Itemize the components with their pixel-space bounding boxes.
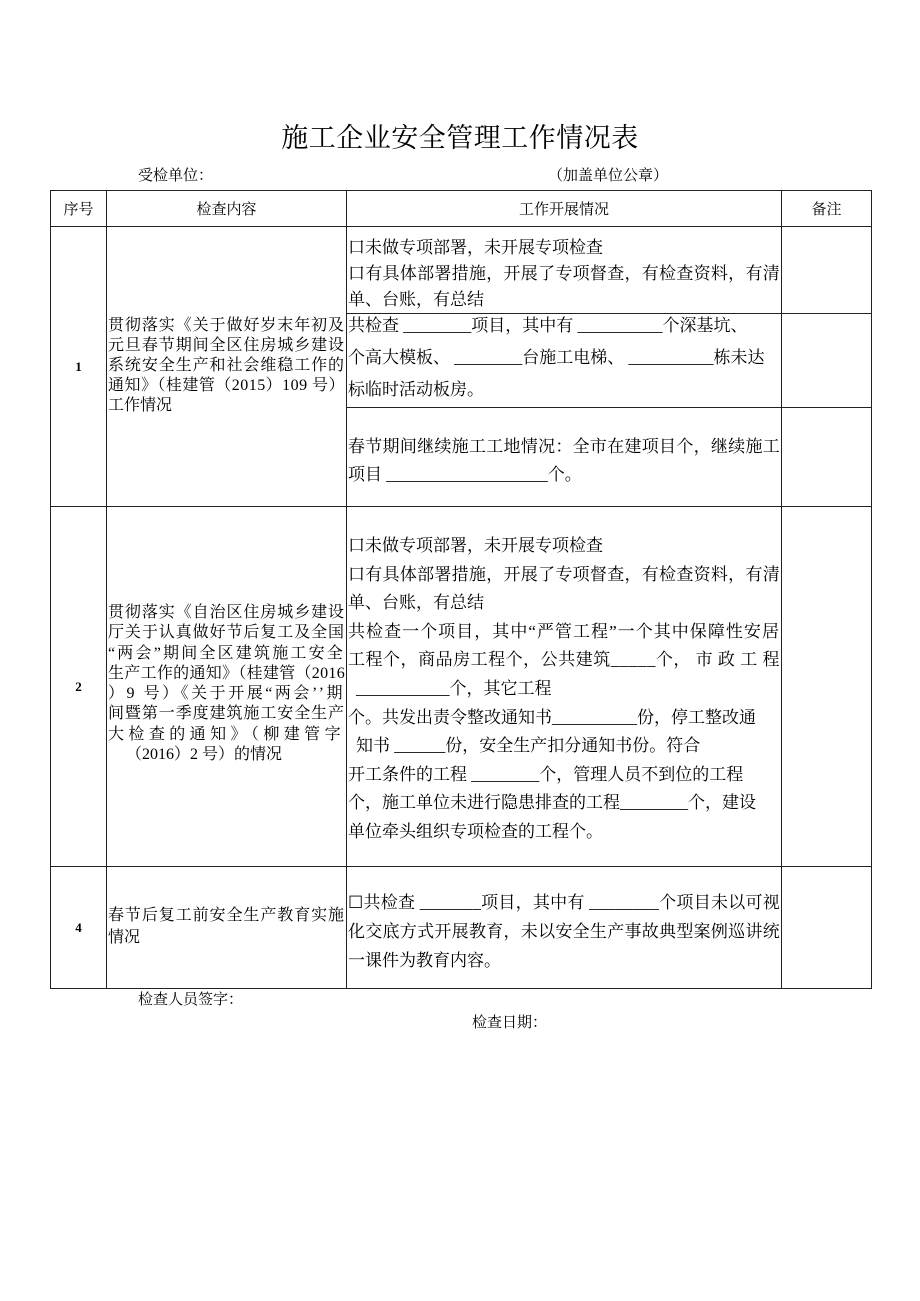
status-line: 项目 ___________________个。: [348, 465, 582, 484]
row-serial-no: 2: [75, 678, 82, 694]
header-inspection-content-cell: [106, 190, 347, 227]
content-line: 情况: [108, 929, 141, 946]
header-serial-no-label: 序号: [63, 202, 94, 218]
content-line: 生产工作的通知》（桂建管（2016: [108, 664, 345, 682]
row-4-remarks-cell: [781, 866, 872, 989]
header-work-status-cell: [346, 190, 782, 227]
seal-note: （加盖单位公章）: [548, 168, 669, 184]
header-inspection-content-label: 检查内容: [196, 202, 257, 218]
status-line: 知书 ______份，安全生产扣分通知书份。符合: [356, 736, 701, 756]
status-line: 口未做专项部署，未开展专项检查: [348, 238, 603, 257]
status-line: 单位牵头组织专项检查的工程个。: [348, 821, 603, 841]
content-line: 大检查的通知》（柳建管字: [108, 725, 345, 743]
row-2-remarks-cell: [781, 506, 872, 867]
inspector-signature-label: 检查人员签字：: [138, 992, 244, 1008]
content-line: 贯彻落实《自治区住房城乡建设: [108, 604, 345, 621]
row-serial-no: 1: [75, 358, 82, 374]
content-line: （2016）2 号）的情况: [126, 746, 283, 764]
status-line: 单、台账，有总结: [348, 593, 484, 613]
row-1-remarks-cell-b: [781, 313, 872, 408]
inspection-date-label: 检查日期：: [472, 1015, 548, 1031]
form-title: 施工企业安全管理工作情况表: [281, 123, 639, 153]
row-1-inspection-content-cell: [106, 226, 347, 507]
row-1-serial-no-cell: [50, 226, 107, 507]
content-line: ）9 号）《关于开展“两会’’期: [108, 685, 345, 703]
status-line: 个。共发出责令整改通知书__________份，停工整改通: [348, 707, 756, 727]
status-line: 口有具体部署措施，开展了专项督查，有检查资料，有清: [348, 264, 780, 283]
status-line: 个，施工单位未进行隐患排查的工程________个，建设: [348, 793, 756, 813]
row-serial-no: 4: [75, 919, 82, 935]
header-remarks-label: 备注: [811, 202, 842, 218]
content-line: 元旦春节期间全区住房城乡建设: [108, 337, 345, 354]
row-1-remarks-cell-c: [781, 407, 872, 507]
status-line: 标临时活动板房。: [348, 380, 484, 399]
content-line: 通知》（桂建管（2015）109 号）: [108, 377, 345, 394]
status-line: 共检查一个项目，其中“严管工程”一个其中保障性安居: [348, 621, 780, 641]
status-line: 开工条件的工程 ________个，管理人员不到位的工程: [348, 764, 744, 784]
status-line: 一课件为教育内容。: [348, 951, 501, 970]
row-4-serial-no-cell: [50, 866, 107, 989]
status-line: 工程个，商品房工程个，公共建筑_____个， 市 政 工 程: [348, 650, 781, 670]
header-serial-no-cell: [50, 190, 107, 227]
row-2-serial-no-cell: [50, 506, 107, 867]
header-remarks-cell: [781, 190, 872, 227]
content-line: 贯彻落实《关于做好岁末年初及: [108, 317, 345, 334]
row-2-inspection-content-cell: [106, 506, 347, 867]
content-line: 春节后复工前安全生产教育实施: [108, 907, 345, 924]
status-line: 春节期间继续施工工地情况：全市在建项目个，继续施工: [348, 437, 780, 456]
row-1-remarks-cell-a: [781, 226, 872, 314]
row-1-work-status-deployment-cell: [346, 226, 782, 314]
content-line: 厅关于认真做好节后复工及全国: [108, 624, 345, 642]
status-line: 化交底方式开展教育，未以安全生产事故典型案例巡讲统: [348, 922, 780, 941]
content-line: “两会”期间全区建筑施工安全: [108, 644, 345, 662]
row-1-work-status-counts-cell: [346, 313, 782, 408]
content-line: 工作情况: [108, 397, 173, 414]
status-line: 口有具体部署措施，开展了专项督查，有检查资料，有清: [348, 564, 780, 584]
header-work-status-label: 工作开展情况: [518, 202, 609, 218]
row-4-inspection-content-cell: [106, 866, 347, 989]
content-line: 间暨第一季度建筑施工安全生产: [108, 705, 345, 723]
status-line: ___________个，其它工程: [356, 678, 552, 698]
status-line: 个高大模板、 ________台施工电梯、 __________栋未达: [348, 348, 765, 367]
inspected-unit-label: 受检单位：: [138, 168, 214, 184]
status-line: 口未做专项部署，未开展专项检查: [348, 536, 603, 555]
status-line: 共检查 ________项目，其中有 __________个深基坑、: [348, 316, 748, 335]
row-1-work-status-holiday-sites-cell: [346, 407, 782, 507]
row-4-work-status-cell: [346, 866, 782, 989]
content-line: 系统安全生产和社会维稳工作的: [108, 357, 345, 374]
status-line: 单、台账，有总结: [348, 290, 484, 309]
status-line: ☐共检查 _______项目，其中有 ________个项目未以可视: [348, 893, 780, 912]
row-2-work-status-cell: [346, 506, 782, 867]
